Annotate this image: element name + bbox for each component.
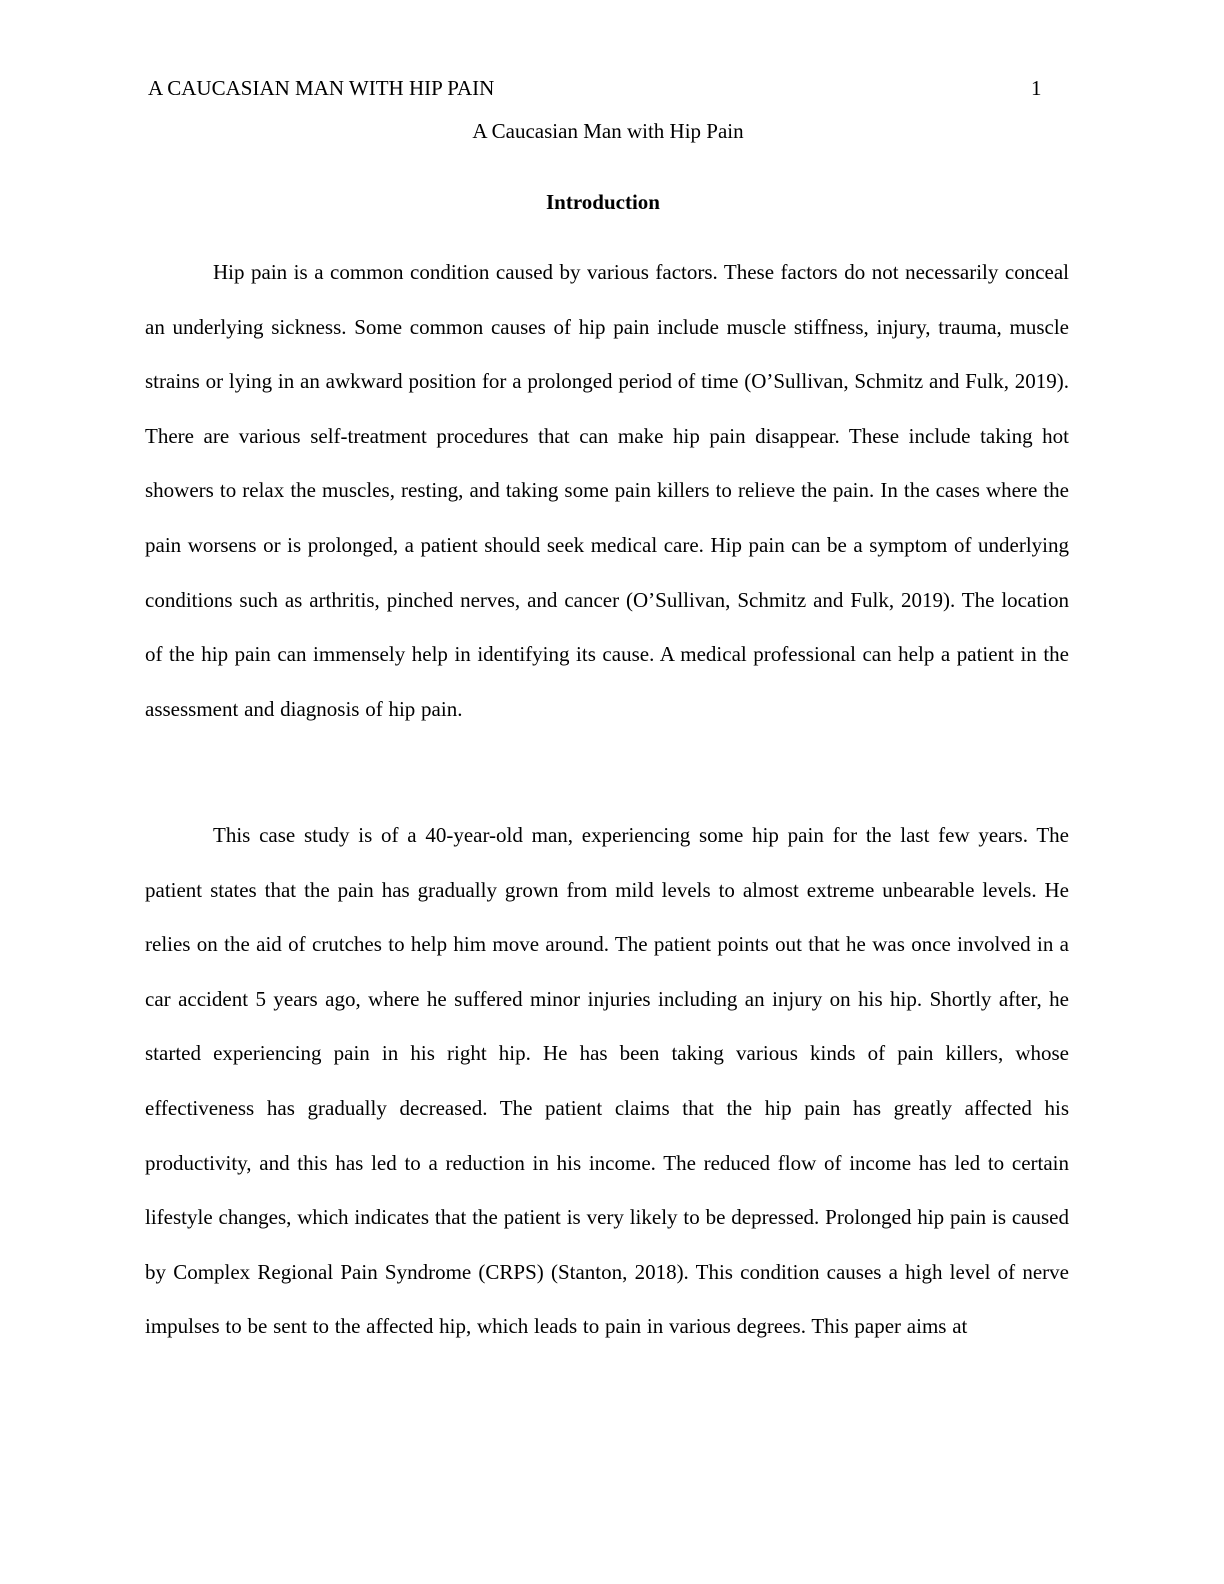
section-heading-introduction: Introduction: [546, 190, 660, 214]
document-title: A Caucasian Man with Hip Pain: [472, 119, 744, 143]
body-paragraph: This case study is of a 40-year-old man, experiencing some hip pain for the last few years. The patient states that the pain has gradually grown from mild levels to almost extreme unbearable levels. He relies on the aid of crutches to help him move around. The patient points out that he was once involved in a car accident 5 years ago, where he suffered minor injuries including an injury on his hip. Shortly after, he started experiencing pain in his right hip. He has been taking various kinds of pain killers, whose effectiveness has gradually decreased. The patient claims that the hip pain has greatly affected his productivity, and this has led to a reduction in his income. The reduced flow of income has led to certain lifestyle changes, which indicates that the patient is very likely to be depressed. Prolonged hip pain is caused by Complex Regional Pain Syndrome (CRPS) (Stanton, 2018). This condition causes a high level of nerve impulses to be sent to the affected hip, which leads to pain in various degrees. This paper aims at: [145, 823, 1069, 1339]
running-head: A CAUCASIAN MAN WITH HIP PAIN: [148, 76, 495, 100]
page-number: 1: [1031, 76, 1042, 100]
body-paragraph: Hip pain is a common condition caused by various factors. These factors do not necessarily conceal an underlying sickness. Some common causes of hip pain include muscle stiffness, injury, trauma, muscle strains or lying in an awkward position for a prolonged period of time (O’Sullivan, Schmitz and Fulk, 2019). There are various self-treatment procedures that can make hip pain disappear. These include taking hot showers to relax the muscles, resting, and taking some pain killers to relieve the pain. In the cases where the pain worsens or is prolonged, a patient should seek medical care. Hip pain can be a symptom of underlying conditions such as arthritis, pinched nerves, and cancer (O’Sullivan, Schmitz and Fulk, 2019). The location of the hip pain can immensely help in identifying its cause. A medical professional can help a patient in the assessment and diagnosis of hip pain.: [145, 260, 1069, 721]
